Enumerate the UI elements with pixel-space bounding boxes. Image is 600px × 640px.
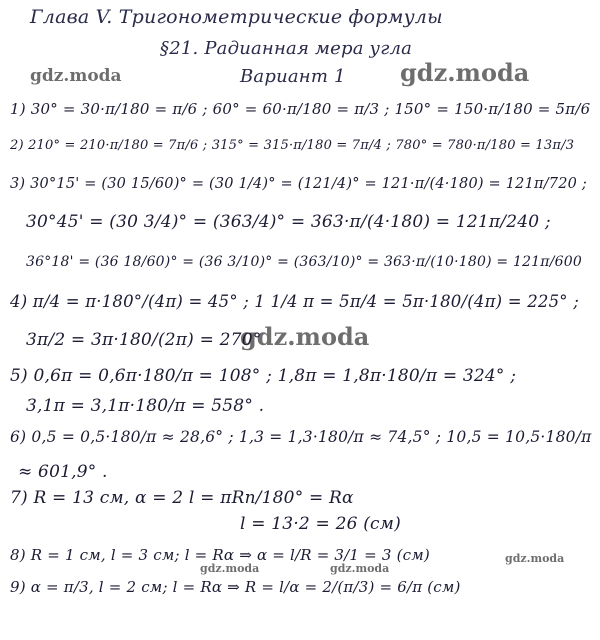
watermark: gdz.moda — [200, 562, 260, 575]
task-5-line: 5) 0,6π = 0,6π·180/π = 108° ; 1,8π = 1,8π·180/π = 324° ; — [10, 366, 517, 386]
watermark: gdz.moda — [400, 58, 530, 87]
task-1-line: 1) 30° = 30·π/180 = π/6 ; 60° = 60·π/180 = π/3 ; 150° = 150·π/180 = 5π/6 — [10, 100, 591, 118]
task-4-line: 4) π/4 = π·180°/(4π) = 45° ; 1 1/4 π = 5π/4 = 5π·180/(4π) = 225° ; — [10, 292, 579, 311]
watermark: gdz.moda — [505, 552, 565, 565]
task-5-line: 3,1π = 3,1π·180/π = 558° . — [26, 396, 265, 416]
task-2-line: 2) 210° = 210·π/180 = 7π/6 ; 315° = 315·π/180 = 7π/4 ; 780° = 780·π/180 = 13π/3 — [10, 138, 575, 153]
task-3-line: 3) 30°15' = (30 15/60)° = (30 1/4)° = (121/4)° = 121·π/(4·180) = 121π/720 ; — [10, 176, 587, 192]
watermark: gdz.moda — [30, 66, 122, 86]
task-3-line: 30°45' = (30 3/4)° = (363/4)° = 363·π/(4·180) = 121π/240 ; — [26, 212, 551, 232]
watermark: gdz.moda — [330, 562, 390, 575]
variant-title: Вариант 1 — [240, 66, 346, 87]
task-8-line: 8) R = 1 см, l = 3 см; l = Rα ⇒ α = l/R = 3/1 = 3 (см) — [10, 546, 430, 564]
task-3-line: 36°18' = (36 18/60)° = (36 3/10)° = (363/10)° = 363·π/(10·180) = 121π/600 — [26, 254, 582, 270]
section-title: §21. Радианная мера угла — [160, 38, 413, 59]
task-6-line: ≈ 601,9° . — [18, 462, 108, 482]
watermark: gdz.moda — [240, 322, 370, 351]
task-6-line: 6) 0,5 = 0,5·180/π ≈ 28,6° ; 1,3 = 1,3·180/π ≈ 74,5° ; 10,5 = 10,5·180/π — [10, 428, 592, 446]
task-9-line: 9) α = π/3, l = 2 см; l = Rα ⇒ R = l/α = 2/(π/3) = 6/π (см) — [10, 578, 461, 596]
task-7-line: 7) R = 13 см, α = 2 l = πRn/180° = Rα — [10, 488, 354, 508]
chapter-title: Глава V. Тригонометрические формулы — [30, 6, 443, 28]
task-4-line: 3π/2 = 3π·180/(2π) = 270° — [26, 330, 262, 350]
task-7-line: l = 13·2 = 26 (см) — [240, 514, 401, 534]
